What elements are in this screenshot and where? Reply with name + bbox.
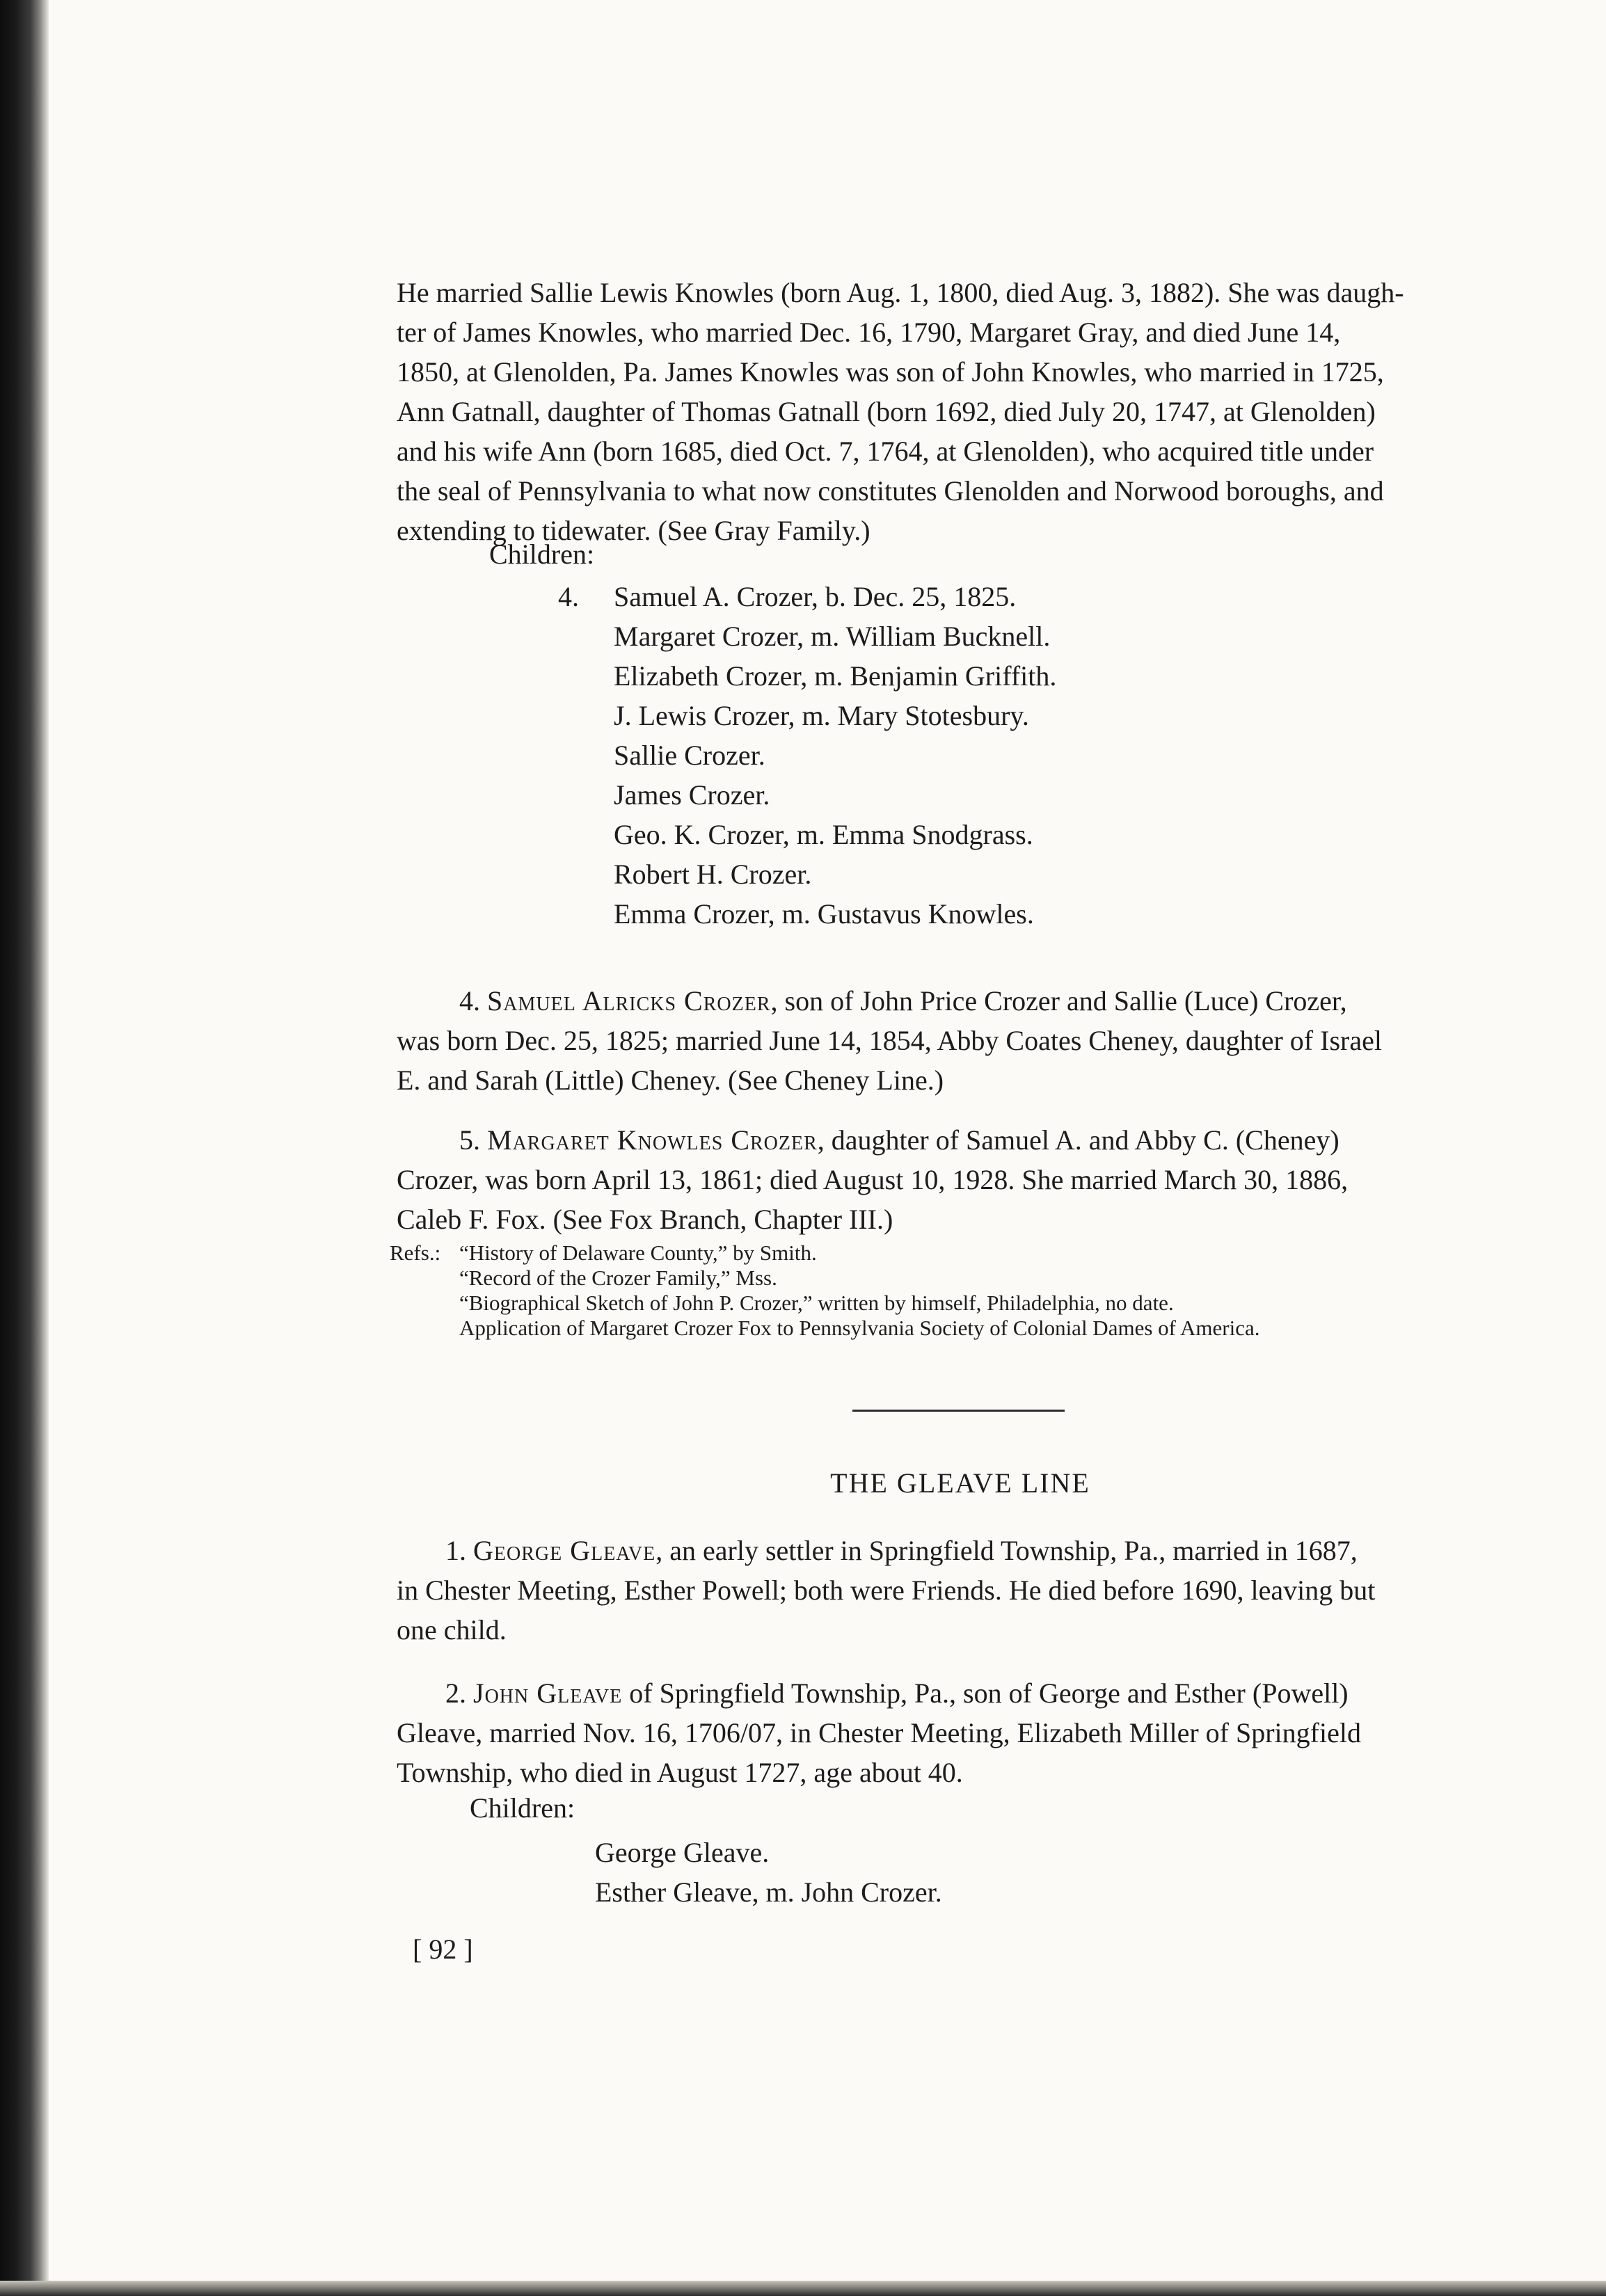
text-line: Gleave, married Nov. 16, 1706/07, in Chester Meeting, Elizabeth Miller of Springfield — [397, 1717, 1361, 1748]
list-item — [614, 735, 1056, 775]
entry-text: , son of John Price Crozer and Sallie (Luce) Crozer, — [770, 985, 1347, 1017]
list-item — [558, 577, 1056, 616]
children-list — [595, 1833, 942, 1912]
list-item-number: 4. — [558, 581, 579, 612]
text-line: the seal of Pennsylvania to what now constitutes Glenolden and Norwood boroughs, and — [397, 475, 1384, 507]
text-line — [397, 981, 1545, 1021]
list-item-text: Geo. K. Crozer, m. Emma Snodgrass. — [614, 819, 1033, 850]
children-label: Children: — [470, 1792, 575, 1824]
reference-item: “Record of the Crozer Family,” Mss. — [459, 1266, 777, 1290]
children-label: Children: — [489, 539, 595, 570]
list-item-text: J. Lewis Crozer, m. Mary Stotesbury. — [614, 700, 1029, 731]
text-line — [397, 1531, 1545, 1570]
reference-item: “History of Delaware County,” by Smith. — [459, 1241, 817, 1265]
text-line: one child. — [397, 1614, 507, 1645]
entry-5-paragraph — [397, 1120, 1545, 1239]
list-item-text: Robert H. Crozer. — [614, 859, 812, 890]
text-line — [397, 1673, 1545, 1713]
section-divider — [852, 1410, 1065, 1412]
references-list — [459, 1241, 1259, 1341]
text-line: extending to tidewater. (See Gray Family.) — [397, 515, 870, 546]
text-line — [397, 1120, 1545, 1160]
gleave-2-paragraph — [397, 1673, 1545, 1792]
entry-number: 4. — [459, 985, 480, 1017]
text-line: Caleb F. Fox. (See Fox Branch, Chapter III.) — [397, 1204, 893, 1235]
list-item — [614, 894, 1056, 934]
text-line: Ann Gatnall, daughter of Thomas Gatnall (born 1692, died July 20, 1747, at Glenolden) — [397, 396, 1376, 427]
section-heading: THE GLEAVE LINE — [830, 1467, 1090, 1499]
reference-item: Application of Margaret Crozer Fox to Pennsylvania Society of Colonial Dames of America. — [459, 1316, 1260, 1340]
list-item — [614, 815, 1056, 854]
entry-name: George Gleave — [473, 1535, 656, 1566]
list-item — [614, 775, 1056, 815]
entry-4-paragraph — [397, 981, 1545, 1100]
text-line: and his wife Ann (born 1685, died Oct. 7, 1764, at Glenolden), who acquired title under — [397, 436, 1374, 467]
reference-item: “Biographical Sketch of John P. Crozer,” written by himself, Philadelphia, no date. — [459, 1291, 1174, 1315]
text-line: E. and Sarah (Little) Cheney. (See Cheney Line.) — [397, 1065, 944, 1096]
entry-text: , an early settler in Springfield Township, Pa., married in 1687, — [655, 1535, 1358, 1566]
text-line: He married Sallie Lewis Knowles (born Aug. 1, 1800, died Aug. 3, 1882). She was daugh- — [397, 277, 1404, 308]
entry-name: John Gleave — [473, 1677, 623, 1709]
list-item-text: Margaret Crozer, m. William Bucknell. — [614, 621, 1051, 652]
list-item — [614, 616, 1056, 656]
entry-number: 2. — [445, 1677, 466, 1709]
text-line: ter of James Knowles, who married Dec. 16, 1790, Margaret Gray, and died June 14, — [397, 317, 1341, 348]
text-line: Township, who died in August 1727, age about 40. — [397, 1757, 963, 1788]
list-item-text: Samuel A. Crozer, b. Dec. 25, 1825. — [614, 581, 1017, 612]
text-line: was born Dec. 25, 1825; married June 14, 1854, Abby Coates Cheney, daughter of Israel — [397, 1025, 1382, 1056]
gleave-1-paragraph — [397, 1531, 1545, 1650]
references-label: Refs.: — [390, 1241, 441, 1265]
page-number: [ 92 ] — [413, 1934, 473, 1965]
entry-name: Samuel Alricks Crozer — [487, 985, 771, 1017]
intro-paragraph — [397, 273, 1545, 550]
list-item — [614, 854, 1056, 894]
list-item-text: Emma Crozer, m. Gustavus Knowles. — [614, 898, 1034, 930]
text-line: Crozer, was born April 13, 1861; died August 10, 1928. She married March 30, 1886, — [397, 1164, 1349, 1195]
list-item-text: Sallie Crozer. — [614, 740, 765, 771]
list-item — [614, 656, 1056, 696]
text-line: in Chester Meeting, Esther Powell; both were Friends. He died before 1690, leaving but — [397, 1574, 1376, 1606]
list-item — [595, 1833, 942, 1872]
entry-number: 1. — [445, 1535, 466, 1566]
book-spine-shadow — [0, 0, 49, 2296]
list-item — [595, 1872, 942, 1912]
page-bottom-edge — [0, 2281, 1606, 2296]
list-item-text: George Gleave. — [595, 1837, 770, 1868]
list-item — [614, 696, 1056, 735]
list-item-text: Elizabeth Crozer, m. Benjamin Griffith. — [614, 660, 1057, 692]
text-line: 1850, at Glenolden, Pa. James Knowles was son of John Knowles, who married in 1725, — [397, 356, 1384, 388]
list-item-text: Esther Gleave, m. John Crozer. — [595, 1876, 942, 1908]
children-list — [558, 577, 1057, 934]
entry-name: Margaret Knowles Crozer — [487, 1124, 818, 1156]
entry-text: , daughter of Samuel A. and Abby C. (Cheney) — [817, 1124, 1339, 1156]
entry-text: of Springfield Township, Pa., son of George and Esther (Powell) — [622, 1677, 1349, 1709]
list-item-text: James Crozer. — [614, 779, 770, 811]
entry-number: 5. — [459, 1124, 480, 1156]
